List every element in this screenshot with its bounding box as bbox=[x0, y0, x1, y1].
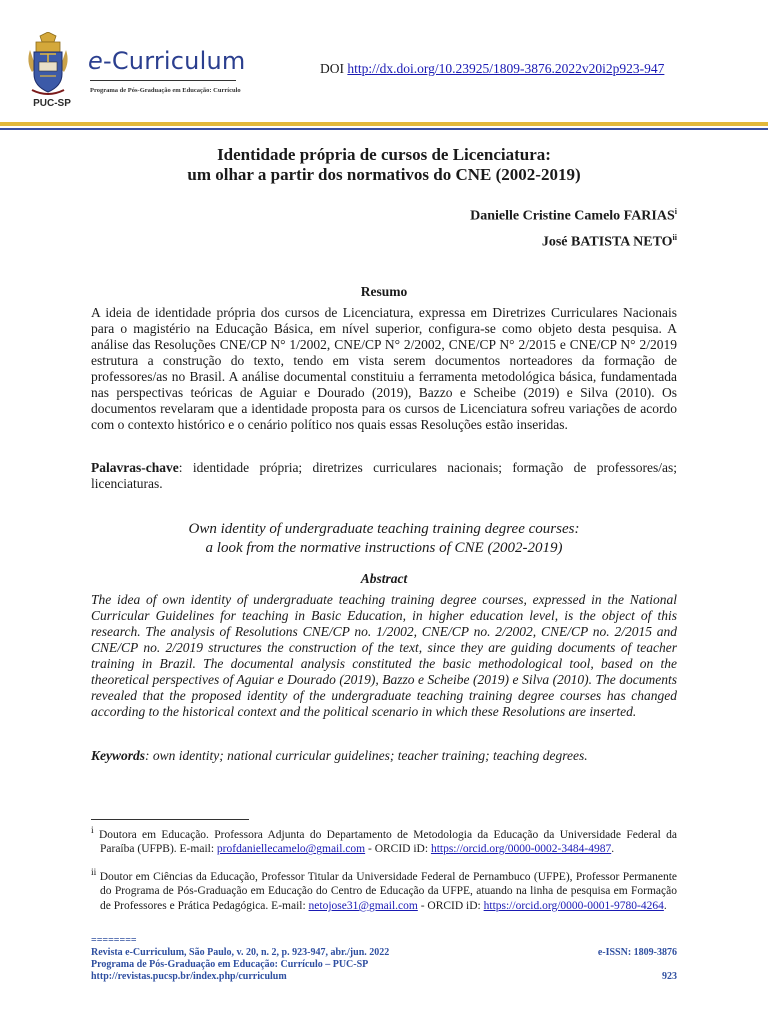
footer-issn: e-ISSN: 1809-3876 bbox=[597, 947, 677, 958]
brand-e: e bbox=[88, 47, 103, 75]
footnote-1-text-c: . bbox=[611, 843, 615, 856]
journal-brand bbox=[88, 47, 245, 75]
brand-name: -Curriculum bbox=[102, 47, 246, 75]
keywords-text: : own identity; national curricular guidelines; teacher training; teaching degrees. bbox=[145, 748, 588, 763]
footnote-2-text-b: - ORCID iD: bbox=[417, 899, 484, 912]
palavras-chave bbox=[91, 460, 677, 492]
footer-row-1 bbox=[91, 947, 677, 959]
brand-subtitle: Programa de Pós-Graduação em Educação: Currículo bbox=[90, 87, 241, 94]
abstract-heading: Abstract bbox=[360, 571, 408, 586]
footnote-rule bbox=[91, 819, 249, 820]
footer-page-number: 923 bbox=[662, 971, 677, 982]
puc-sp-label: PUC-SP bbox=[33, 98, 71, 109]
footnote-2-mark: ii bbox=[91, 867, 97, 878]
abstract-text: The idea of own identity of undergraduate teaching training degree courses, expressed in the National Curricular Guidelines for teaching in Basic Education, in higher education level, is the object of this research. The analysis of Resolutions CNE/CP no. 1/2002, CNE/CP no. 2/2002, CNE/CP no. 2/2015 and CNE/CP no. 2/2019 structures the construction of the text, since they are guiding documents of teacher training in Brazil. The documental analysis constituted the basic methodological tool, based on the theoretical perspectives of Aguiar e Dourado (2019), Bazzo e Scheibe (2019) e Silva (2010). The documents revealed that the proposed identity of the undergraduate teaching training degree courses has changed according to the historical context and the political scenario in which these Resolutions are inserted. bbox=[91, 592, 677, 719]
footer-program: Programa de Pós-Graduação em Educação: Currículo – PUC-SP bbox=[91, 959, 369, 970]
english-title bbox=[60, 520, 708, 558]
author-1 bbox=[470, 207, 677, 225]
title-line-2: um olhar a partir dos normativos do CNE (2002-2019) bbox=[187, 165, 581, 184]
palavras-chave-label: Palavras-chave bbox=[91, 460, 179, 475]
english-title-line-1: Own identity of undergraduate teaching training degree courses: bbox=[188, 521, 580, 537]
brand-underline bbox=[90, 80, 236, 81]
footnote-2-orcid-link[interactable]: https://orcid.org/0000-0001-9780-4264 bbox=[483, 899, 664, 912]
author-1-name: Danielle Cristine Camelo FARIAS bbox=[470, 208, 675, 224]
footnote-1-text-a: Doutora em Educação. Professora Adjunta do Departamento de Metodologia da Educação da Universidade Federal da Paraíba (UFPB). E-mail: bbox=[99, 828, 678, 856]
keywords-label: Keywords bbox=[91, 748, 145, 763]
footer-citation: Revista e-Curriculum, São Paulo, v. 20, n. 2, p. 923-947, abr./jun. 2022 bbox=[91, 947, 390, 958]
footer-url[interactable]: http://revistas.pucsp.br/index.php/curriculum bbox=[91, 971, 287, 982]
article-title bbox=[60, 145, 708, 185]
resumo-heading: Resumo bbox=[360, 284, 408, 299]
footnote-2-email-link[interactable]: netojose31@gmail.com bbox=[308, 899, 418, 912]
footnote-2-text-c: . bbox=[663, 899, 667, 912]
author-2 bbox=[542, 233, 677, 251]
doi-line bbox=[320, 61, 664, 77]
resumo-text: A ideia de identidade própria dos cursos de Licenciatura, expressa em Diretrizes Curriculares Nacionais para o magistério na Educação Básica, em nível superior, configura-se como objeto desta pesquisa. A análise das Resoluções CNE/CP N° 1/2002, CNE/CP N° 2/2002, CNE/CP N° 2/2015 e CNE/CP N° 2/2019 estrutura a construção do texto, tendo em vista serem documentos norteadores da formação de professores/as no Brasil. A análise documental constituiu a ferramenta metodológica básica, fundamentada nas perspectivas teóricas de Aguiar e Dourado (2019), Bazzo e Scheibe (2019) e Silva (2010). Os documentos revelaram que a identidade proposta para os cursos de Licenciatura sofreu variações de acordo com o contexto histórico e o cenário político nos quais essas Resoluções estão inseridas. bbox=[91, 305, 677, 432]
title-line-1: Identidade própria de cursos de Licenciatura: bbox=[217, 145, 551, 164]
footnote-1 bbox=[91, 824, 677, 857]
footer-separator: ======== bbox=[91, 935, 137, 946]
author-1-mark[interactable]: i bbox=[674, 207, 677, 216]
header-gold-rule bbox=[0, 122, 768, 126]
footnote-2-text-a: Doutor em Ciências da Educação, Professor Titular da Universidade Federal de Pernambuco (UFPE), Professor Permanente do Programa de Pós-Graduação em Educação do Centro de Educação da UFPE, atuando na linha de pesquisa em Formação de Professores e Prática Pedagógica. E-mail: bbox=[99, 870, 677, 912]
footnote-1-email-link[interactable]: profdaniellecamelo@gmail.com bbox=[216, 843, 366, 856]
footer-row-3 bbox=[91, 971, 677, 983]
footnote-1-orcid-link[interactable]: https://orcid.org/0000-0002-3484-4987 bbox=[430, 843, 612, 856]
header-blue-rule bbox=[0, 128, 768, 130]
english-title-line-2: a look from the normative instructions of CNE (2002-2019) bbox=[205, 540, 563, 556]
footnote-2 bbox=[91, 866, 677, 913]
page-footer bbox=[91, 935, 677, 983]
puc-sp-crest-logo bbox=[26, 32, 70, 98]
palavras-chave-text: : identidade própria; diretrizes curriculares nacionais; formação de professores/as; licenciaturas. bbox=[91, 460, 677, 491]
keywords bbox=[91, 748, 677, 764]
author-2-name: José BATISTA NETO bbox=[541, 234, 673, 250]
footnote-1-text-b: - ORCID iD: bbox=[365, 843, 431, 856]
doi-link[interactable]: http://dx.doi.org/10.23925/1809-3876.2022v20i2p923-947 bbox=[347, 61, 665, 76]
doi-prefix: DOI bbox=[320, 61, 344, 76]
author-2-mark[interactable]: ii bbox=[672, 233, 677, 242]
footnote-1-mark: i bbox=[91, 825, 94, 836]
